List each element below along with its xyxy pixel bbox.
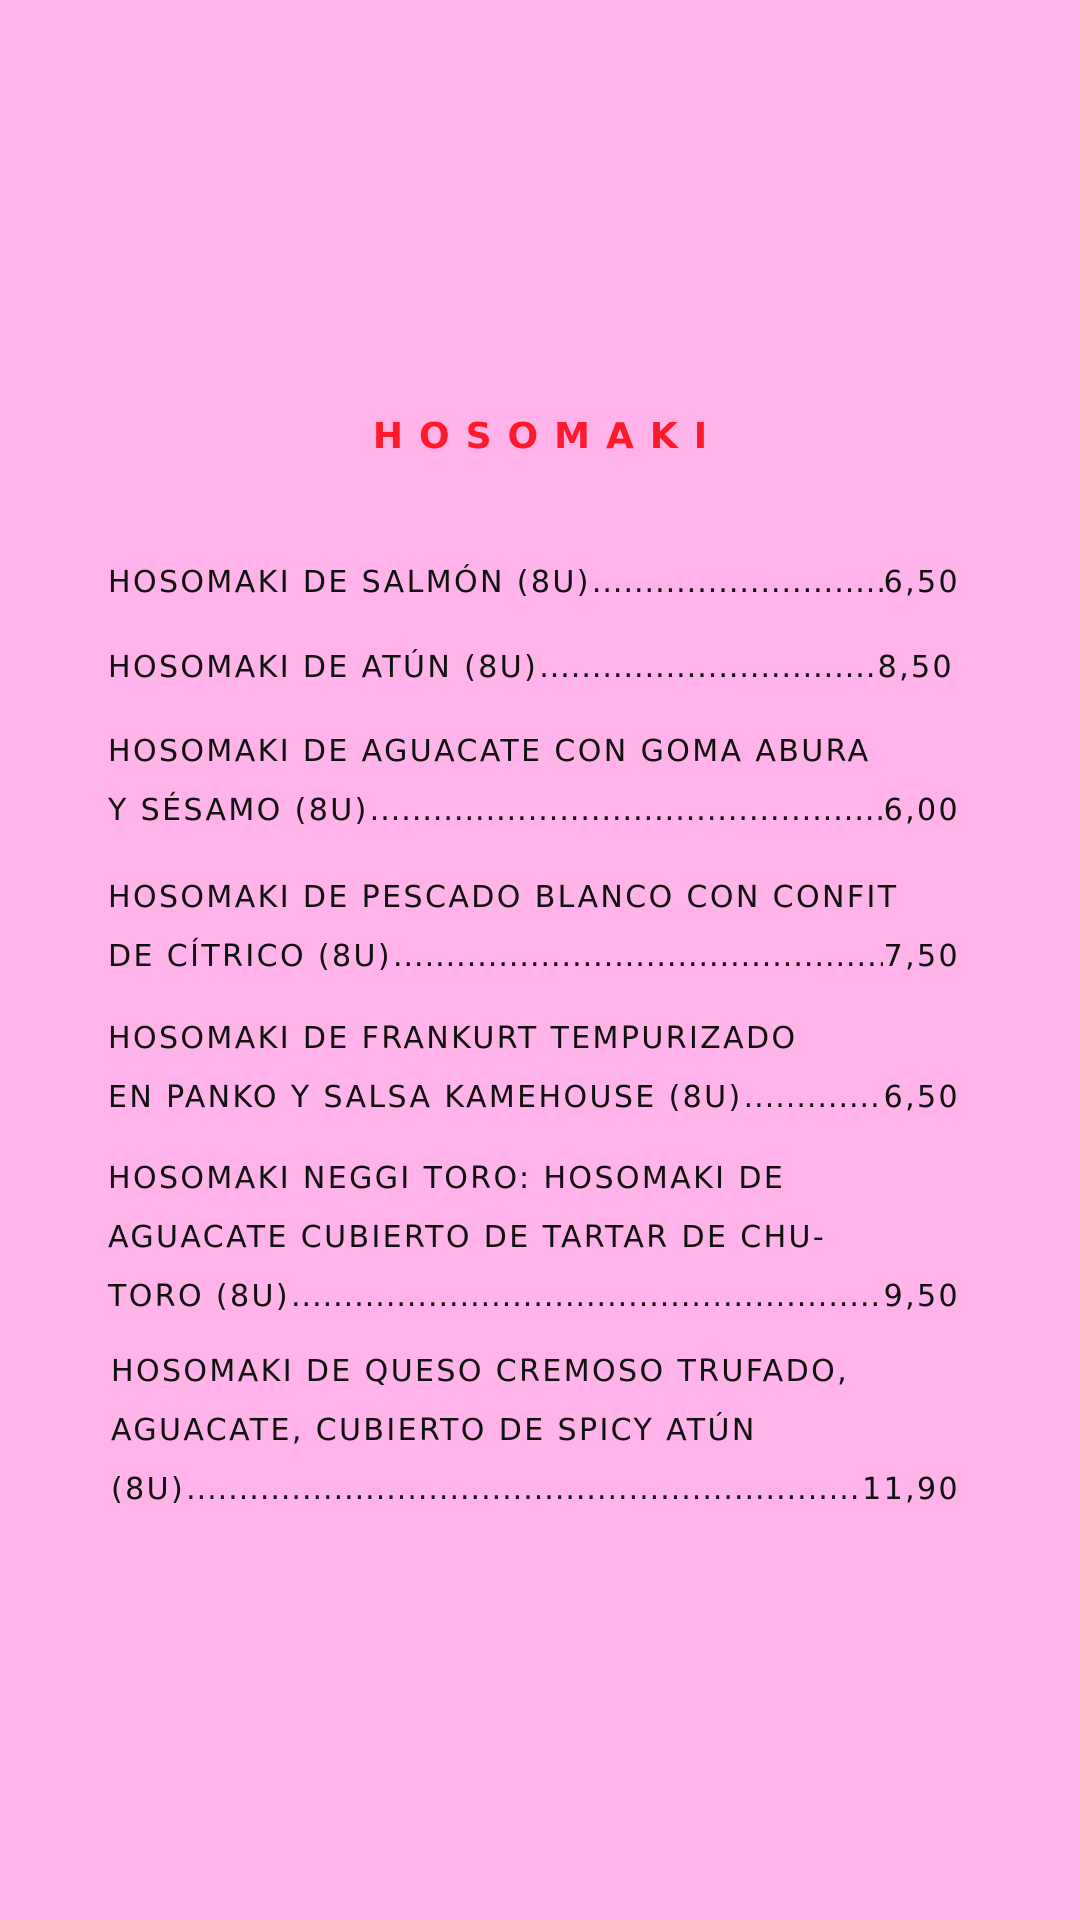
menu-item-name: (8U) xyxy=(111,1472,186,1507)
menu-item-price: 7,50 xyxy=(883,939,960,974)
dot-leader xyxy=(393,927,883,986)
menu-item xyxy=(108,638,954,697)
dot-leader xyxy=(539,638,876,697)
menu-item-line: HOSOMAKI DE AGUACATE CON GOMA ABURA xyxy=(108,734,871,769)
menu-item-name: Y SÉSAMO (8U) xyxy=(108,793,369,828)
menu-item-name: HOSOMAKI DE SALMÓN (8U) xyxy=(108,565,591,600)
dot-leader xyxy=(186,1460,861,1519)
menu-item-name: HOSOMAKI DE ATÚN (8U) xyxy=(108,650,539,685)
menu-item-line: HOSOMAKI DE PESCADO BLANCO CON CONFIT xyxy=(108,880,899,915)
menu-item xyxy=(108,1149,960,1326)
menu-item-name: EN PANKO Y SALSA KAMEHOUSE (8U) xyxy=(108,1080,743,1115)
menu-item-line xyxy=(108,1267,960,1326)
menu-item xyxy=(108,722,960,840)
menu-item xyxy=(108,553,960,612)
dot-leader xyxy=(592,553,883,612)
menu-title: HOSOMAKI xyxy=(372,416,724,457)
menu-item-line: HOSOMAKI NEGGI TORO: HOSOMAKI DE xyxy=(108,1161,786,1196)
menu-item xyxy=(111,1342,960,1519)
menu-item-price: 11,90 xyxy=(862,1472,960,1507)
menu-item-line: HOSOMAKI DE FRANKURT TEMPURIZADO xyxy=(108,1021,798,1056)
menu-item-line xyxy=(108,553,960,612)
menu-item-line: AGUACATE, CUBIERTO DE SPICY ATÚN xyxy=(111,1413,757,1448)
menu-item-line xyxy=(108,1068,960,1127)
dot-leader xyxy=(291,1267,883,1326)
menu-item-name: TORO (8U) xyxy=(108,1279,290,1314)
dot-leader xyxy=(744,1068,883,1127)
menu-item-line xyxy=(108,927,960,986)
menu-item-line xyxy=(111,1460,960,1519)
menu-item-price: 6,00 xyxy=(883,793,960,828)
menu-item xyxy=(108,868,960,986)
menu-item-price: 6,50 xyxy=(883,1080,960,1115)
menu-item-line xyxy=(108,781,960,840)
menu-item-name: DE CÍTRICO (8U) xyxy=(108,939,392,974)
menu-item-price: 8,50 xyxy=(877,650,954,685)
menu-item-line: AGUACATE CUBIERTO DE TARTAR DE CHU- xyxy=(108,1220,827,1255)
menu-item-line: HOSOMAKI DE QUESO CREMOSO TRUFADO, xyxy=(111,1354,850,1389)
dot-leader xyxy=(370,781,883,840)
menu-item xyxy=(108,1009,960,1127)
menu-item-price: 9,50 xyxy=(883,1279,960,1314)
menu-item-line xyxy=(108,638,954,697)
menu-item-price: 6,50 xyxy=(883,565,960,600)
